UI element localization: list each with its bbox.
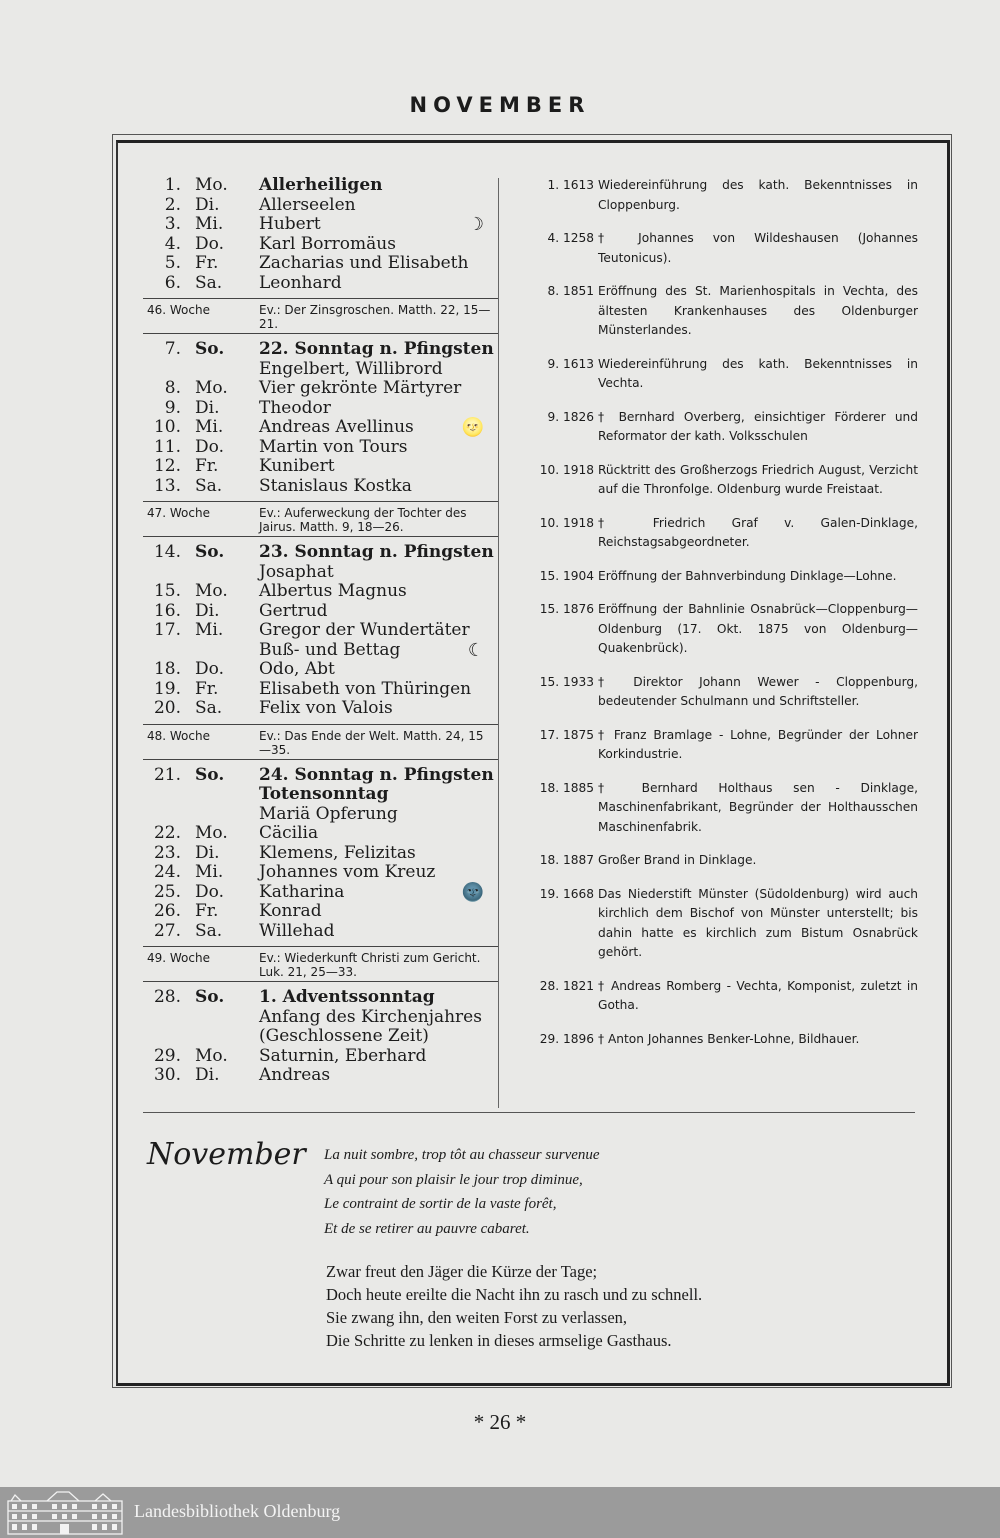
event-date: 10. 1918 xyxy=(539,515,594,530)
moon-phase-icon: ☽ xyxy=(467,214,484,235)
saint-name: Leonhard xyxy=(259,272,342,293)
moon-phase-icon: 🌚 xyxy=(461,881,484,903)
poem-line: Et de se retirer au pauvre cabaret. xyxy=(324,1220,530,1237)
saint-name: Hubert xyxy=(259,214,321,234)
historical-event xyxy=(530,1030,918,1050)
historical-event xyxy=(530,567,918,587)
weekday: Fr. xyxy=(195,456,219,476)
day-number: 7. xyxy=(164,339,181,359)
calendar-day-row xyxy=(143,215,498,235)
event-date: 15. 1876 xyxy=(539,602,594,616)
saint-name: Albertus Magnus xyxy=(259,581,407,601)
event-date: 18. 1887 xyxy=(539,853,594,867)
calendar-day-row xyxy=(143,582,498,602)
event-text: † Direktor Johann Wewer - Cloppenburg, bedeutender Schulmann und Schriftsteller. xyxy=(598,674,918,708)
week-gospel-row xyxy=(143,946,498,982)
library-footer xyxy=(0,1487,1000,1538)
event-text: † Friedrich Graf v. Galen-Dinklage, Reichstagsabgeordneter. xyxy=(598,515,918,549)
event-text: † Andreas Romberg - Vechta, Komponist, zuletzt in Gotha. xyxy=(598,978,918,1012)
saint-name: 22. Sonntag n. Pfingsten xyxy=(259,339,494,359)
saint-name: Buß- und Bettag xyxy=(259,639,401,660)
saint-name: Zacharias und Elisabeth xyxy=(259,253,469,273)
day-number: 17. xyxy=(153,620,181,640)
historical-event xyxy=(530,726,918,765)
calendar-day-row xyxy=(143,274,498,294)
historical-event xyxy=(530,779,918,838)
historical-event xyxy=(530,600,918,659)
weekday: So. xyxy=(195,987,225,1007)
calendar-day-row xyxy=(143,766,498,786)
calendar-day-row xyxy=(143,621,498,641)
weekday: So. xyxy=(195,339,225,359)
weekday: Fr. xyxy=(195,901,219,921)
day-number: 1. xyxy=(164,175,181,195)
gospel-reading: Ev.: Der Zinsgroschen. Matth. 22, 15—21. xyxy=(259,303,491,331)
saint-name: Andreas xyxy=(259,1065,331,1085)
weekday: Do. xyxy=(195,659,224,679)
calendar-day-row xyxy=(143,863,498,883)
calendar-day-row xyxy=(143,176,498,196)
saint-name: Gregor der Wundertäter xyxy=(259,620,470,640)
poem-german xyxy=(326,1260,702,1352)
historical-event xyxy=(530,514,918,553)
calendar-day-row xyxy=(143,1027,498,1047)
calendar-day-row xyxy=(143,824,498,844)
weekday: Mo. xyxy=(195,378,228,398)
day-number: 26. xyxy=(153,901,181,921)
weekday: Sa. xyxy=(195,272,223,293)
weekday: So. xyxy=(195,764,225,785)
calendar-day-row xyxy=(143,563,498,583)
weekday: Mi. xyxy=(195,862,224,882)
week-gospel-row xyxy=(143,724,498,760)
day-number: 22. xyxy=(153,823,181,843)
weekday: Mo. xyxy=(195,1045,228,1066)
calendar-day-row xyxy=(143,457,498,477)
saint-name: Odo, Abt xyxy=(259,659,335,679)
weekday: Mo. xyxy=(195,175,228,195)
saint-name: Felix von Valois xyxy=(259,698,393,718)
historical-event xyxy=(530,408,918,447)
event-text: Wiedereinführung des kath. Bekenntnisses in Cloppenburg. xyxy=(598,178,918,212)
saint-name: Konrad xyxy=(259,901,322,921)
calendar-day-row xyxy=(143,254,498,274)
calendar-day-row xyxy=(143,602,498,622)
calendar-day-row xyxy=(143,340,498,360)
saint-name: Kunibert xyxy=(259,456,335,476)
poem-line: Le contraint de sortir de la vaste forêt, xyxy=(324,1196,557,1212)
day-number: 16. xyxy=(153,600,181,621)
saint-name: Andreas Avellinus xyxy=(259,417,414,437)
calendar-day-row xyxy=(143,805,498,825)
saint-name: Johannes vom Kreuz xyxy=(259,862,436,882)
event-date: 8. 1851 xyxy=(547,284,594,298)
calendar-day-row xyxy=(143,196,498,216)
event-date: 15. 1904 xyxy=(539,568,594,583)
day-number: 3. xyxy=(164,214,181,234)
historical-event xyxy=(530,229,918,268)
calendar-day-row xyxy=(143,883,498,903)
calendar-day-row xyxy=(143,902,498,922)
event-text: Wiedereinführung des kath. Bekenntnisses in Vechta. xyxy=(598,356,918,390)
weekday: Mo. xyxy=(195,581,228,601)
week-number: 46. Woche xyxy=(147,303,210,317)
calendar-day-row xyxy=(143,680,498,700)
calendar-day-row xyxy=(143,699,498,719)
day-number: 8. xyxy=(164,378,181,398)
saint-name: Gertrud xyxy=(259,600,328,621)
day-number: 10. xyxy=(153,417,181,437)
saint-name: Stanislaus Kostka xyxy=(259,475,412,496)
saint-name: Karl Borromäus xyxy=(259,233,396,254)
day-number: 4. xyxy=(164,233,181,254)
event-text: † Bernhard Holthaus sen - Dinklage, Maschinenfabrikant, Begründer der Holthausschen Maschinenfabrik. xyxy=(598,780,918,834)
day-number: 24. xyxy=(153,862,181,882)
day-number: 11. xyxy=(153,436,181,457)
poem-line: Sie zwang ihn, den weiten Forst zu verlassen, xyxy=(326,1308,628,1327)
event-text: Eröffnung der Bahnverbindung Dinklage—Lohne. xyxy=(598,568,897,583)
day-number: 15. xyxy=(153,581,181,601)
event-date: 15. 1933 xyxy=(539,674,594,689)
event-date: 19. 1668 xyxy=(539,886,594,901)
weekday: Di. xyxy=(195,397,220,418)
saint-name: Totensonntag xyxy=(259,784,389,804)
day-number: 12. xyxy=(153,456,181,476)
event-date: 9. 1613 xyxy=(547,356,594,371)
saint-name: Katharina xyxy=(259,881,345,902)
page-title: NOVEMBER xyxy=(409,93,591,117)
week-number: 47. Woche xyxy=(147,506,210,520)
event-text: Eröffnung des St. Marienhospitals in Vechta, des ältesten Krankenhauses des Oldenburger Münsterlandes. xyxy=(598,284,918,337)
day-number: 27. xyxy=(153,920,181,941)
section-divider xyxy=(143,1112,915,1113)
saint-name: Mariä Opferung xyxy=(259,803,398,824)
saint-name: (Geschlossene Zeit) xyxy=(259,1026,429,1046)
poem-line: A qui pour son plaisir le jour trop diminue, xyxy=(324,1171,583,1188)
saint-name: Vier gekrönte Märtyrer xyxy=(259,378,462,398)
saint-name: Elisabeth von Thüringen xyxy=(259,678,472,699)
saint-name: Theodor xyxy=(259,397,331,418)
weekday: Mi. xyxy=(195,417,224,437)
historical-event xyxy=(530,885,918,963)
saint-name: Saturnin, Eberhard xyxy=(259,1045,427,1066)
calendar-day-row xyxy=(143,1066,498,1086)
historical-event xyxy=(530,461,918,500)
calendar-day-row xyxy=(143,1008,498,1028)
saint-name: 1. Adventssonntag xyxy=(259,987,435,1007)
weekday: Mi. xyxy=(195,620,224,640)
event-date: 28. 1821 xyxy=(539,978,594,993)
calendar-day-row xyxy=(143,379,498,399)
day-number: 28. xyxy=(153,987,181,1007)
gospel-reading: Ev.: Auferweckung der Tochter des Jairus. Matth. 9, 18—26. xyxy=(259,506,467,534)
calendar-day-row xyxy=(143,988,498,1008)
moon-phase-icon: 🌝 xyxy=(461,417,484,438)
historical-event xyxy=(530,355,918,394)
weekday: Di. xyxy=(195,842,220,863)
week-gospel-row xyxy=(143,298,498,334)
calendar-day-row xyxy=(143,418,498,438)
event-text: † Anton Johannes Benker-Lohne, Bildhauer. xyxy=(598,1031,860,1046)
day-number: 20. xyxy=(153,698,181,718)
day-number: 25. xyxy=(153,881,181,902)
gospel-reading: Ev.: Wiederkunft Christi zum Gericht. Luk. 21, 25—33. xyxy=(259,951,481,979)
weekday: Fr. xyxy=(195,253,219,273)
poem-french xyxy=(324,1143,600,1241)
saint-name: Josaphat xyxy=(259,561,334,582)
weekday: Di. xyxy=(195,194,220,215)
weekday: Do. xyxy=(195,881,224,902)
historical-events-column xyxy=(530,176,918,1063)
weekday: So. xyxy=(195,542,225,562)
saint-name: Martin von Tours xyxy=(259,436,408,457)
event-date: 17. 1875 xyxy=(539,727,594,742)
calendar-day-row xyxy=(143,235,498,255)
day-number: 13. xyxy=(153,475,181,496)
event-date: 4. 1258 xyxy=(547,231,594,245)
saint-name: Willehad xyxy=(259,920,335,941)
event-text: † Franz Bramlage - Lohne, Begründer der Lohner Korkindustrie. xyxy=(598,727,918,761)
weekday: Sa. xyxy=(195,475,223,496)
poem-line: Doch heute ereilte die Nacht ihn zu rasch und zu schnell. xyxy=(326,1285,703,1304)
week-number: 48. Woche xyxy=(147,728,210,743)
gospel-reading: Ev.: Das Ende der Welt. Matth. 24, 15—35. xyxy=(259,728,484,757)
event-date: 9. 1826 xyxy=(547,409,594,424)
historical-event xyxy=(530,282,918,341)
calendar-day-row xyxy=(143,660,498,680)
historical-event xyxy=(530,851,918,871)
event-text: Großer Brand in Dinklage. xyxy=(598,853,757,867)
column-divider xyxy=(498,178,499,1108)
day-number: 30. xyxy=(153,1065,181,1085)
saint-name: Cäcilia xyxy=(259,823,319,843)
weekday: Do. xyxy=(195,436,224,457)
day-number: 14. xyxy=(153,542,181,562)
page-number: * 26 * xyxy=(473,1410,527,1434)
historical-event xyxy=(530,673,918,712)
day-number: 21. xyxy=(153,764,181,785)
library-name: Landesbibliothek Oldenburg xyxy=(134,1501,341,1521)
weekday: Fr. xyxy=(195,678,219,699)
saint-name: Anfang des Kirchenjahres xyxy=(259,1006,482,1027)
event-text: † Johannes von Wildeshausen (Johannes Teutonicus). xyxy=(598,231,918,265)
calendar-day-row xyxy=(143,543,498,563)
day-number: 6. xyxy=(164,272,181,293)
weekday: Mo. xyxy=(195,823,228,843)
calendar-day-row xyxy=(143,922,498,942)
event-text: Eröffnung der Bahnlinie Osnabrück—Cloppenburg—Oldenburg (17. Okt. 1875 von Oldenburg—Quakenbrück). xyxy=(598,602,918,655)
saint-name: Allerheiligen xyxy=(259,175,383,195)
day-number: 29. xyxy=(153,1045,181,1066)
poem-line: Zwar freut den Jäger die Kürze der Tage; xyxy=(326,1262,598,1281)
weekday: Di. xyxy=(195,1065,220,1085)
historical-event xyxy=(530,977,918,1016)
weekday: Do. xyxy=(195,233,224,254)
event-date: 18. 1885 xyxy=(539,780,594,795)
week-gospel-row xyxy=(143,501,498,537)
week-number: 49. Woche xyxy=(147,951,210,965)
day-number: 19. xyxy=(153,678,181,699)
calendar-day-row xyxy=(143,1047,498,1067)
calendar-day-row xyxy=(143,641,498,661)
day-number: 2. xyxy=(164,194,181,215)
calendar-day-row xyxy=(143,477,498,497)
event-date: 1. 1613 xyxy=(547,178,594,192)
event-text: Rücktritt des Großherzogs Friedrich August, Verzicht auf die Thronfolge. Oldenburg wurde Freistaat. xyxy=(598,462,918,496)
poem-line: La nuit sombre, trop tôt au chasseur survenue xyxy=(324,1147,600,1163)
day-number: 5. xyxy=(164,253,181,273)
historical-event xyxy=(530,176,918,215)
event-text: † Bernhard Overberg, einsichtiger Förderer und Reformator der kath. Volksschulen xyxy=(598,409,918,443)
calendar-day-row xyxy=(143,438,498,458)
calendar-day-row xyxy=(143,844,498,864)
poem-line: Die Schritte zu lenken in dieses armselige Gasthaus. xyxy=(326,1331,672,1350)
saint-name: 23. Sonntag n. Pfingsten xyxy=(259,542,494,562)
day-number: 9. xyxy=(164,397,181,418)
library-building-logo-icon xyxy=(7,1491,123,1535)
calendar-day-row xyxy=(143,785,498,805)
poem-heading: November xyxy=(147,1137,306,1172)
weekday: Mi. xyxy=(195,214,224,234)
weekday: Sa. xyxy=(195,920,223,941)
weekday: Sa. xyxy=(195,698,223,718)
saint-name: Engelbert, Willibrord xyxy=(259,358,443,379)
event-text: Das Niederstift Münster (Südoldenburg) wird auch kirchlich dem Bischof von Münster unterstellt; bis dahin hatte es kirchlich zum Bistum Osnabrück gehört. xyxy=(598,886,918,959)
day-number: 23. xyxy=(153,842,181,863)
day-number: 18. xyxy=(153,659,181,679)
calendar-day-row xyxy=(143,360,498,380)
saint-name: Klemens, Felizitas xyxy=(259,842,416,863)
saint-name: Allerseelen xyxy=(259,194,356,215)
calendar-days-column xyxy=(143,176,498,1086)
event-date: 10. 1918 xyxy=(539,462,594,477)
calendar-day-row xyxy=(143,399,498,419)
event-date: 29. 1896 xyxy=(539,1031,594,1046)
saint-name: 24. Sonntag n. Pfingsten xyxy=(259,764,494,785)
weekday: Di. xyxy=(195,600,220,621)
moon-phase-icon: ☾ xyxy=(467,639,484,661)
